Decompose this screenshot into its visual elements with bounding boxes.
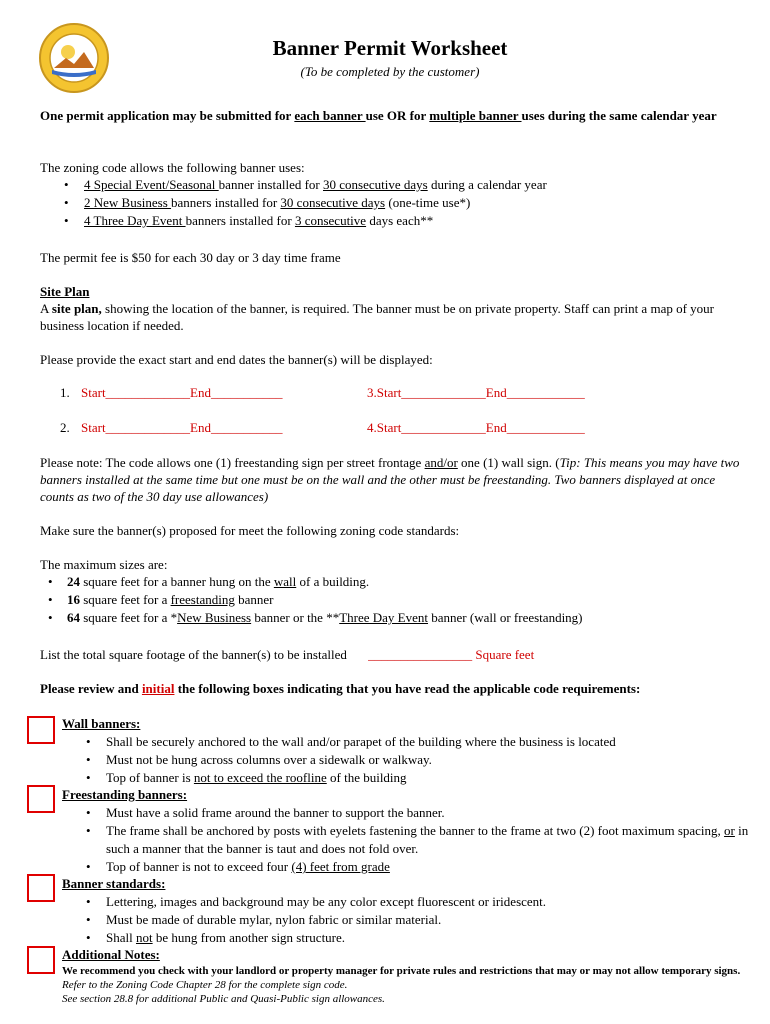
additional-notes-initial-box[interactable] — [27, 946, 55, 974]
page-title: Banner Permit Worksheet — [272, 36, 508, 60]
requirement-item: • Shall be securely anchored to the wall and/or parapet of the building where the business is located — [62, 733, 752, 751]
zoning-use-item: • 4 Special Event/Seasonal banner installed for 30 consecutive days during a calendar year — [40, 176, 750, 194]
requirement-item: • Must have a solid frame around the banner to support the banner. — [62, 804, 752, 822]
date-field-1[interactable]: Start_____________End___________ — [81, 385, 283, 400]
intro-statement: One permit application may be submitted for each banner use OR for multiple banner uses during the same calendar year — [40, 108, 717, 123]
requirement-item: • Top of banner is not to exceed the roofline of the building — [62, 769, 752, 787]
dates-lead: Please provide the exact start and end dates the banner(s) will be displayed: — [40, 352, 433, 367]
date-row-2: 2. Start_____________End___________ — [60, 420, 283, 435]
page-subtitle: (To be completed by the customer) — [300, 64, 480, 79]
additional-notes-section: Additional Notes: We recommend you check with your landlord or property manager for private rules and restrictions that may or may not allow temporary signs. Refer to the Zoning Code Chapter 28 for the complete sign code. See section 28.8 for additional Public and Quasi-Public sign allowances. — [62, 947, 741, 1005]
date-row-1: 1. Start_____________End___________ — [60, 385, 283, 400]
square-footage-row: List the total square footage of the banner(s) to be installed ________________ Square feet — [40, 647, 535, 662]
wall-banners-initial-box[interactable] — [27, 716, 55, 744]
sign-note: Please note: The code allows one (1) freestanding sign per street frontage and/or one (1) wall sign. (Tip: This means you may have two banners installed at the same time but one must be on the wall and the other must be freestanding. Two banners displayed at once counts as two of the 30 day use allowances) — [40, 455, 740, 504]
requirement-item: • Must be made of durable mylar, nylon fabric or similar material. — [62, 911, 752, 929]
wall-banners-heading: Wall banners: — [62, 716, 141, 731]
date-field-3[interactable]: 3.Start_____________End____________ — [367, 385, 585, 400]
date-field-2[interactable]: Start_____________End___________ — [81, 420, 283, 435]
zoning-uses: The zoning code allows the following banner uses: • 4 Special Event/Seasonal banner installed for 30 consecutive days during a calendar year • 2 New Business banners installed for 30 consecutive days (one-time use*) • 4 Three Day Event banners installed for 3 consecutive days each** — [40, 159, 750, 230]
standards-lead: Make sure the banner(s) proposed for meet the following zoning code standards: — [40, 523, 460, 538]
size-item: • 16 square feet for a freestanding banner — [40, 591, 750, 609]
size-item: • 64 square feet for a *New Business banner or the **Three Day Event banner (wall or freestanding) — [40, 609, 750, 627]
requirement-item: • Must not be hung across columns over a sidewalk or walkway. — [62, 751, 752, 769]
requirement-item: • Top of banner is not to exceed four (4) feet from grade — [62, 858, 752, 876]
banner-standards-initial-box[interactable] — [27, 874, 55, 902]
site-plan-heading: Site Plan — [40, 284, 90, 299]
additional-notes-heading: Additional Notes: — [62, 947, 160, 962]
site-plan-section: Site Plan A site plan, showing the location of the banner, is required. The banner must be on private property. Staff can print a map of your business location if needed. — [40, 283, 750, 334]
review-instruction: Please review and initial the following boxes indicating that you have read the applicable code requirements: — [40, 681, 641, 696]
requirement-item: • The frame shall be anchored by posts with eyelets fastening the banner to the frame at two (2) foot maximum spacing, or in such a manner that the banner is taut and does not fold over. — [62, 822, 752, 858]
freestanding-banners-heading: Freestanding banners: — [62, 787, 188, 802]
banner-standards-section — [62, 875, 752, 947]
size-item: • 24 square feet for a banner hung on the wall of a building. — [40, 573, 750, 591]
date-field-4[interactable]: 4.Start_____________End____________ — [367, 420, 585, 435]
square-footage-field[interactable]: ________________ Square feet — [368, 647, 535, 662]
banner-standards-heading: Banner standards: — [62, 876, 166, 891]
permit-fee: The permit fee is $50 for each 30 day or 3 day time frame — [40, 250, 341, 265]
max-sizes: The maximum sizes are: • 24 square feet for a banner hung on the wall of a building. • 16 square feet for a freestanding banner • 64 square feet for a *New Business banner or the **Three Day Event banner (wall or freestanding) — [40, 556, 750, 627]
zoning-use-item: • 4 Three Day Event banners installed for 3 consecutive days each** — [40, 212, 750, 230]
freestanding-banners-section — [62, 786, 752, 876]
requirement-item: • Lettering, images and background may be any color except fluorescent or iridescent. — [62, 893, 752, 911]
zoning-use-item: • 2 New Business banners installed for 30 consecutive days (one-time use*) — [40, 194, 750, 212]
wall-banners-section — [62, 715, 752, 787]
requirement-item: • Shall not be hung from another sign structure. — [62, 929, 752, 947]
freestanding-banners-initial-box[interactable] — [27, 785, 55, 813]
